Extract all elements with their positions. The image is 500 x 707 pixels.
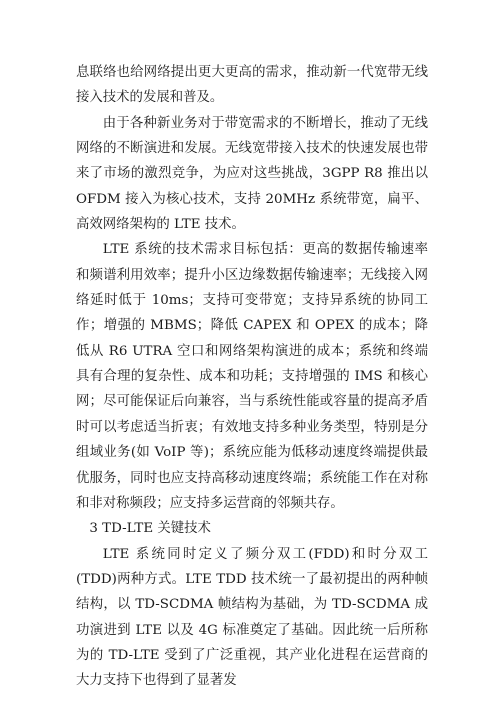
section-heading: 3 TD-LTE 关键技术 [89, 521, 211, 537]
paragraph-continuation: 息联络也给网络提出更大更高的需求，推动新一代宽带无线接入技术的发展和普及。 [76, 65, 428, 106]
paragraph-lte-requirements: LTE 系统的技术需求目标包括：更高的数据传输速率和频谱利用效率；提升小区边缘数据传输速率；无线接入网络延时低于 10ms；支持可变带宽；支持异系统的协同工作；增强的 MBMS；降低 CAPEX 和 OPEX 的成本；降低从 R6 UTRA 空口和网络架构演进的成本；系统和终端具有合理的复杂性、成本和功耗；支持增强的 IMS 和核心网；尽可能保证后向兼容，当与系统性能或容量的提高矛盾时可以考虑适当折衷；有效地支持多种业务类型，特别是分组域业务(如 VoIP 等)；系统应能为低移动速度终端提供最优服务，同时也应支持高移动速度终端；系统能工作在对称和非对称频段；应支持多运营商的邻频共存。 [76, 242, 428, 511]
paragraph-td-lte: LTE 系统同时定义了频分双工(FDD)和时分双工(TDD)两种方式。LTE TDD 技术统一了最初提出的两种帧结构，以 TD-SCDMA 帧结构为基础，为 TD-SCDMA 成功演进到 LTE 以及 4G 标准奠定了基础。因此统一后所称为的 TD-LTE 受到了广泛重视，其产业化进程在运营商的大力支持下也得到了显著发 [76, 546, 428, 689]
paragraph-bandwidth-demand: 由于各种新业务对于带宽需求的不断增长，推动了无线网络的不断演进和发展。无线宽带接入技术的快速发展也带来了市场的激烈竞争，为应对这些挑战，3GPP R8 推出以 OFDM 接入为核心技术，支持 20MHz 系统带宽，扁平、高效网络架构的 LTE 技术。 [76, 115, 428, 233]
document-body [76, 60, 428, 694]
